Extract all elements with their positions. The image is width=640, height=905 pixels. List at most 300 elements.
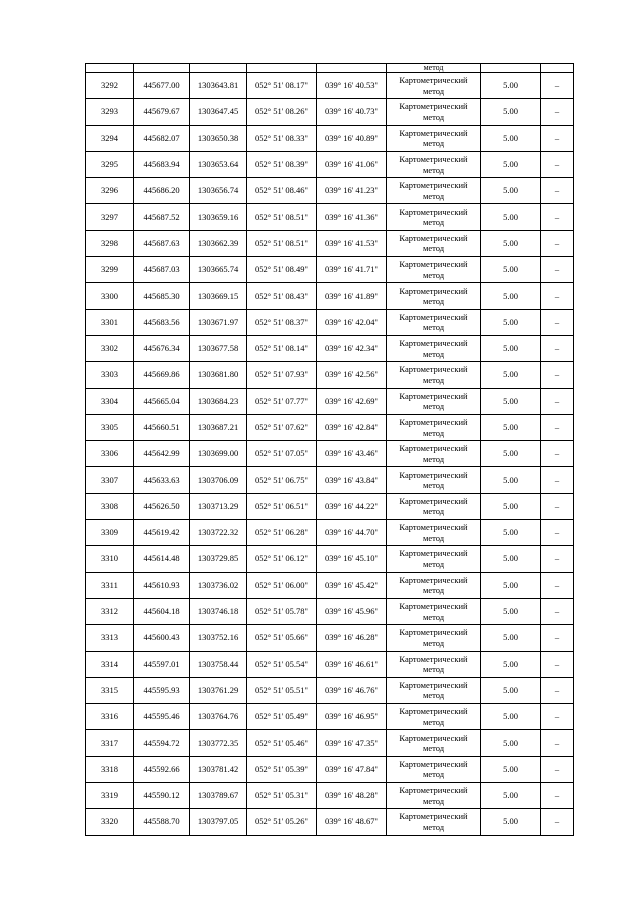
- point-number-cell: 3292: [86, 73, 134, 99]
- method-line-1: Картометрический: [399, 574, 468, 585]
- latitude-cell: 052° 51' 06.12": [247, 546, 317, 572]
- precision-cell: 5.00: [481, 520, 541, 546]
- longitude-cell: 039° 16' 46.76": [317, 677, 387, 703]
- precision-cell: 5.00: [481, 493, 541, 519]
- table-row: [86, 651, 574, 677]
- y-coordinate-cell: 1303671.97: [190, 309, 247, 335]
- x-coordinate-cell: 445590.12: [134, 783, 190, 809]
- point-number-cell: 3302: [86, 335, 134, 361]
- y-coordinate-cell: 1303653.64: [190, 151, 247, 177]
- x-coordinate-cell: 445597.01: [134, 651, 190, 677]
- point-number-cell: 3312: [86, 598, 134, 624]
- table-row: [86, 99, 574, 125]
- point-number-cell: 3317: [86, 730, 134, 756]
- method-line-1: Картометрический: [399, 285, 468, 296]
- precision-cell: 5.00: [481, 704, 541, 730]
- table-row: [86, 493, 574, 519]
- table-row: [86, 125, 574, 151]
- method-line-1: Картометрический: [399, 653, 468, 664]
- precision-cell: 5.00: [481, 204, 541, 230]
- point-number-cell: 3300: [86, 283, 134, 309]
- precision-cell: 5.00: [481, 546, 541, 572]
- method-line-1: Картометрический: [399, 180, 468, 191]
- latitude-cell: 052° 51' 08.17": [247, 73, 317, 99]
- note-cell: –: [541, 99, 574, 125]
- latitude-cell: 052° 51' 05.78": [247, 598, 317, 624]
- longitude-cell: 039° 16' 40.73": [317, 99, 387, 125]
- table-row: [86, 625, 574, 651]
- method-line-2: метод: [422, 138, 445, 149]
- point-number-cell: 3307: [86, 467, 134, 493]
- y-coordinate-cell: 1303729.85: [190, 546, 247, 572]
- point-number-cell: 3303: [86, 362, 134, 388]
- table-row: [86, 204, 574, 230]
- method-line-1: Картометрический: [399, 469, 468, 480]
- point-number-cell: 3296: [86, 178, 134, 204]
- precision-cell: 5.00: [481, 414, 541, 440]
- precision-cell: 5.00: [481, 809, 541, 835]
- x-coordinate-cell: 445626.50: [134, 493, 190, 519]
- x-coordinate-cell: 445600.43: [134, 625, 190, 651]
- note-cell: –: [541, 520, 574, 546]
- longitude-cell: 039° 16' 47.35": [317, 730, 387, 756]
- continued-row: [86, 64, 574, 73]
- y-coordinate-cell: 1303746.18: [190, 598, 247, 624]
- method-cell: [387, 257, 481, 283]
- precision-cell: 5.00: [481, 756, 541, 782]
- latitude-cell: 052° 51' 06.75": [247, 467, 317, 493]
- note-cell: –: [541, 257, 574, 283]
- method-line-2: метод: [422, 480, 445, 491]
- y-coordinate-cell: 1303669.15: [190, 283, 247, 309]
- latitude-cell: 052° 51' 05.54": [247, 651, 317, 677]
- y-coordinate-cell: 1303758.44: [190, 651, 247, 677]
- method-line-2: метод: [422, 453, 445, 464]
- longitude-cell: 039° 16' 42.84": [317, 414, 387, 440]
- note-cell: –: [541, 756, 574, 782]
- table-row: [86, 730, 574, 756]
- precision-cell: 5.00: [481, 625, 541, 651]
- method-line-1: Картометрический: [399, 75, 468, 86]
- latitude-cell: 052° 51' 08.49": [247, 257, 317, 283]
- note-cell: –: [541, 493, 574, 519]
- precision-cell: 5.00: [481, 730, 541, 756]
- note-cell: –: [541, 809, 574, 835]
- method-cell: [387, 520, 481, 546]
- x-coordinate-cell: 445669.86: [134, 362, 190, 388]
- x-coordinate-cell: 445604.18: [134, 598, 190, 624]
- table-row: [86, 73, 574, 99]
- note-cell: –: [541, 283, 574, 309]
- method-line-1: Картометрический: [399, 732, 468, 743]
- precision-cell: 5.00: [481, 441, 541, 467]
- table-row: [86, 388, 574, 414]
- note-cell: –: [541, 467, 574, 493]
- method-line-1: Картометрический: [399, 390, 468, 401]
- x-coordinate-cell: 445687.52: [134, 204, 190, 230]
- method-cell: [387, 704, 481, 730]
- point-number-cell: 3311: [86, 572, 134, 598]
- method-cell-continued: метод: [387, 64, 481, 73]
- method-cell: [387, 598, 481, 624]
- method-line-1: Картометрический: [399, 338, 468, 349]
- longitude-cell: 039° 16' 42.69": [317, 388, 387, 414]
- method-line-2: метод: [422, 585, 445, 596]
- latitude-cell: 052° 51' 08.51": [247, 230, 317, 256]
- point-number-cell: 3309: [86, 520, 134, 546]
- latitude-cell: 052° 51' 06.00": [247, 572, 317, 598]
- y-coordinate-cell: 1303722.32: [190, 520, 247, 546]
- method-line-2: метод: [422, 401, 445, 412]
- coordinates-table: [85, 63, 574, 836]
- longitude-cell: 039° 16' 43.46": [317, 441, 387, 467]
- method-cell: [387, 283, 481, 309]
- longitude-cell: 039° 16' 47.84": [317, 756, 387, 782]
- method-cell: [387, 388, 481, 414]
- precision-cell: 5.00: [481, 125, 541, 151]
- method-line-2: метод: [422, 374, 445, 385]
- method-line-2: метод: [422, 821, 445, 832]
- method-cell: [387, 178, 481, 204]
- longitude-cell: 039° 16' 41.06": [317, 151, 387, 177]
- method-cell: [387, 441, 481, 467]
- point-number-cell: 3297: [86, 204, 134, 230]
- point-number-cell: 3314: [86, 651, 134, 677]
- precision-cell: 5.00: [481, 362, 541, 388]
- point-number-cell: 3306: [86, 441, 134, 467]
- table-row: [86, 414, 574, 440]
- precision-cell: 5.00: [481, 598, 541, 624]
- precision-cell: 5.00: [481, 99, 541, 125]
- x-coordinate-cell: 445683.94: [134, 151, 190, 177]
- note-cell: –: [541, 388, 574, 414]
- precision-cell: 5.00: [481, 388, 541, 414]
- precision-cell: 5.00: [481, 467, 541, 493]
- longitude-cell: 039° 16' 40.89": [317, 125, 387, 151]
- precision-cell: 5.00: [481, 783, 541, 809]
- latitude-cell: 052° 51' 08.14": [247, 335, 317, 361]
- latitude-cell: 052° 51' 08.33": [247, 125, 317, 151]
- latitude-cell: 052° 51' 08.43": [247, 283, 317, 309]
- y-coordinate-cell: 1303752.16: [190, 625, 247, 651]
- y-coordinate-cell: 1303699.00: [190, 441, 247, 467]
- latitude-cell: 052° 51' 05.39": [247, 756, 317, 782]
- longitude-cell: 039° 16' 45.10": [317, 546, 387, 572]
- point-number-cell: 3293: [86, 99, 134, 125]
- method-line-1: Картометрический: [399, 495, 468, 506]
- y-coordinate-cell: 1303706.09: [190, 467, 247, 493]
- y-coordinate-cell: 1303687.21: [190, 414, 247, 440]
- method-cell: [387, 125, 481, 151]
- longitude-cell: 039° 16' 45.96": [317, 598, 387, 624]
- latitude-cell: 052° 51' 08.37": [247, 309, 317, 335]
- longitude-cell: 039° 16' 42.34": [317, 335, 387, 361]
- note-cell: –: [541, 783, 574, 809]
- method-cell: [387, 204, 481, 230]
- latitude-cell: 052° 51' 08.39": [247, 151, 317, 177]
- table-row: [86, 756, 574, 782]
- precision-cell: 5.00: [481, 73, 541, 99]
- method-line-2: метод: [422, 506, 445, 517]
- method-line-2: метод: [422, 611, 445, 622]
- method-line-1: Картометрический: [399, 154, 468, 165]
- precision-cell: 5.00: [481, 230, 541, 256]
- point-number-cell: 3319: [86, 783, 134, 809]
- method-cell: [387, 309, 481, 335]
- point-number-cell: 3304: [86, 388, 134, 414]
- table-row: [86, 546, 574, 572]
- method-cell: [387, 493, 481, 519]
- method-cell: [387, 230, 481, 256]
- method-cell: [387, 572, 481, 598]
- note-cell: –: [541, 73, 574, 99]
- latitude-cell: 052° 51' 08.26": [247, 99, 317, 125]
- x-coordinate-cell: 445687.03: [134, 257, 190, 283]
- longitude-cell: 039° 16' 41.71": [317, 257, 387, 283]
- latitude-cell: 052° 51' 07.93": [247, 362, 317, 388]
- latitude-cell: 052° 51' 05.26": [247, 809, 317, 835]
- note-cell: –: [541, 651, 574, 677]
- y-coordinate-cell: 1303665.74: [190, 257, 247, 283]
- longitude-cell: 039° 16' 48.28": [317, 783, 387, 809]
- x-coordinate-cell: 445683.56: [134, 309, 190, 335]
- longitude-cell: 039° 16' 42.56": [317, 362, 387, 388]
- y-coordinate-cell: 1303789.67: [190, 783, 247, 809]
- y-coordinate-cell: 1303761.29: [190, 677, 247, 703]
- precision-cell: 5.00: [481, 651, 541, 677]
- point-number-cell: 3301: [86, 309, 134, 335]
- y-coordinate-cell: 1303781.42: [190, 756, 247, 782]
- method-cell: [387, 362, 481, 388]
- latitude-cell: 052° 51' 06.28": [247, 520, 317, 546]
- method-cell: [387, 335, 481, 361]
- note-cell: –: [541, 730, 574, 756]
- method-line-2: метод: [422, 164, 445, 175]
- x-coordinate-cell: 445665.04: [134, 388, 190, 414]
- note-cell: –: [541, 230, 574, 256]
- longitude-cell: 039° 16' 43.84": [317, 467, 387, 493]
- method-line-2: метод: [422, 322, 445, 333]
- point-number-cell: 3318: [86, 756, 134, 782]
- longitude-cell: 039° 16' 44.70": [317, 520, 387, 546]
- method-line-2: метод: [422, 190, 445, 201]
- x-coordinate-cell: 445588.70: [134, 809, 190, 835]
- x-coordinate-cell: 445619.42: [134, 520, 190, 546]
- longitude-cell: 039° 16' 44.22": [317, 493, 387, 519]
- note-cell: –: [541, 677, 574, 703]
- method-line-2: метод: [422, 795, 445, 806]
- method-cell: [387, 546, 481, 572]
- x-coordinate-cell: 445614.48: [134, 546, 190, 572]
- table-row: [86, 309, 574, 335]
- method-cell: [387, 756, 481, 782]
- x-coordinate-cell: 445679.67: [134, 99, 190, 125]
- y-coordinate-cell: 1303736.02: [190, 572, 247, 598]
- point-number-cell: 3305: [86, 414, 134, 440]
- table-row: [86, 230, 574, 256]
- table-row: [86, 677, 574, 703]
- latitude-cell: 052° 51' 05.66": [247, 625, 317, 651]
- x-coordinate-cell: 445642.99: [134, 441, 190, 467]
- x-coordinate-cell: 445686.20: [134, 178, 190, 204]
- method-line-2: метод: [422, 243, 445, 254]
- point-number-cell: 3308: [86, 493, 134, 519]
- method-line-1: Картометрический: [399, 679, 468, 690]
- method-cell: [387, 414, 481, 440]
- precision-cell: 5.00: [481, 257, 541, 283]
- note-cell: –: [541, 414, 574, 440]
- method-line-1: Картометрический: [399, 364, 468, 375]
- method-cell: [387, 730, 481, 756]
- table-row: [86, 704, 574, 730]
- method-line-1: Картометрический: [399, 522, 468, 533]
- point-number-cell: 3320: [86, 809, 134, 835]
- method-cell: [387, 467, 481, 493]
- longitude-cell: 039° 16' 41.23": [317, 178, 387, 204]
- note-cell: –: [541, 441, 574, 467]
- method-line-1: Картометрический: [399, 785, 468, 796]
- y-coordinate-cell: 1303677.58: [190, 335, 247, 361]
- method-line-2: метод: [422, 558, 445, 569]
- table-row: [86, 257, 574, 283]
- table-row: [86, 362, 574, 388]
- table-row: [86, 572, 574, 598]
- method-line-1: Картометрический: [399, 706, 468, 717]
- point-number-cell: 3310: [86, 546, 134, 572]
- precision-cell: 5.00: [481, 283, 541, 309]
- x-coordinate-cell: 445633.63: [134, 467, 190, 493]
- note-cell: –: [541, 204, 574, 230]
- y-coordinate-cell: 1303662.39: [190, 230, 247, 256]
- point-number-cell: 3313: [86, 625, 134, 651]
- method-line-2: метод: [422, 348, 445, 359]
- x-coordinate-cell: 445594.72: [134, 730, 190, 756]
- method-cell: [387, 99, 481, 125]
- method-line-2: метод: [422, 427, 445, 438]
- table-row: [86, 283, 574, 309]
- table-row: [86, 809, 574, 835]
- x-coordinate-cell: 445595.93: [134, 677, 190, 703]
- x-coordinate-cell: 445610.93: [134, 572, 190, 598]
- method-line-1: Картометрический: [399, 443, 468, 454]
- method-line-1: Картометрический: [399, 758, 468, 769]
- method-line-2: метод: [422, 664, 445, 675]
- note-cell: –: [541, 178, 574, 204]
- table-row: [86, 467, 574, 493]
- y-coordinate-cell: 1303764.76: [190, 704, 247, 730]
- method-line-1: Картометрический: [399, 601, 468, 612]
- method-line-2: метод: [422, 769, 445, 780]
- table-row: [86, 151, 574, 177]
- method-cell: [387, 73, 481, 99]
- method-line-1: Картометрический: [399, 127, 468, 138]
- x-coordinate-cell: 445595.46: [134, 704, 190, 730]
- latitude-cell: 052° 51' 06.51": [247, 493, 317, 519]
- method-line-1: Картометрический: [399, 548, 468, 559]
- method-cell: [387, 809, 481, 835]
- method-line-2: метод: [422, 743, 445, 754]
- method-line-1: Картометрический: [399, 311, 468, 322]
- longitude-cell: 039° 16' 41.36": [317, 204, 387, 230]
- method-cell: [387, 625, 481, 651]
- method-cell: [387, 151, 481, 177]
- x-coordinate-cell: 445677.00: [134, 73, 190, 99]
- x-coordinate-cell: 445682.07: [134, 125, 190, 151]
- note-cell: –: [541, 598, 574, 624]
- note-cell: –: [541, 309, 574, 335]
- y-coordinate-cell: 1303797.05: [190, 809, 247, 835]
- latitude-cell: 052° 51' 05.49": [247, 704, 317, 730]
- precision-cell: 5.00: [481, 178, 541, 204]
- precision-cell: 5.00: [481, 151, 541, 177]
- method-line-1: Картометрический: [399, 101, 468, 112]
- table-row: [86, 520, 574, 546]
- x-coordinate-cell: 445592.66: [134, 756, 190, 782]
- point-number-cell: 3294: [86, 125, 134, 151]
- note-cell: –: [541, 572, 574, 598]
- method-line-2: метод: [422, 111, 445, 122]
- point-number-cell: 3298: [86, 230, 134, 256]
- method-cell: [387, 651, 481, 677]
- latitude-cell: 052° 51' 05.51": [247, 677, 317, 703]
- method-line-2: метод: [422, 532, 445, 543]
- method-line-2: метод: [422, 637, 445, 648]
- longitude-cell: 039° 16' 41.53": [317, 230, 387, 256]
- y-coordinate-cell: 1303684.23: [190, 388, 247, 414]
- y-coordinate-cell: 1303656.74: [190, 178, 247, 204]
- note-cell: –: [541, 546, 574, 572]
- table-row: [86, 335, 574, 361]
- longitude-cell: 039° 16' 41.89": [317, 283, 387, 309]
- precision-cell: 5.00: [481, 677, 541, 703]
- longitude-cell: 039° 16' 45.42": [317, 572, 387, 598]
- method-line-1: Картометрический: [399, 232, 468, 243]
- point-number-cell: 3295: [86, 151, 134, 177]
- longitude-cell: 039° 16' 48.67": [317, 809, 387, 835]
- y-coordinate-cell: 1303713.29: [190, 493, 247, 519]
- method-line-1: Картометрический: [399, 811, 468, 822]
- method-line-2: метод: [422, 269, 445, 280]
- longitude-cell: 039° 16' 46.61": [317, 651, 387, 677]
- note-cell: –: [541, 151, 574, 177]
- y-coordinate-cell: 1303681.80: [190, 362, 247, 388]
- latitude-cell: 052° 51' 08.46": [247, 178, 317, 204]
- latitude-cell: 052° 51' 07.62": [247, 414, 317, 440]
- latitude-cell: 052° 51' 05.46": [247, 730, 317, 756]
- precision-cell: 5.00: [481, 335, 541, 361]
- longitude-cell: 039° 16' 40.53": [317, 73, 387, 99]
- longitude-cell: 039° 16' 46.95": [317, 704, 387, 730]
- point-number-cell: 3299: [86, 257, 134, 283]
- method-line-1: Картометрический: [399, 417, 468, 427]
- longitude-cell: 039° 16' 46.28": [317, 625, 387, 651]
- x-coordinate-cell: 445687.63: [134, 230, 190, 256]
- y-coordinate-cell: 1303647.45: [190, 99, 247, 125]
- method-line-2: метод: [422, 85, 445, 96]
- y-coordinate-cell: 1303650.38: [190, 125, 247, 151]
- method-line-2: метод: [422, 296, 445, 307]
- precision-cell: 5.00: [481, 572, 541, 598]
- latitude-cell: 052° 51' 07.77": [247, 388, 317, 414]
- method-line-2: метод: [422, 690, 445, 701]
- table-row: [86, 783, 574, 809]
- point-number-cell: 3315: [86, 677, 134, 703]
- table-row: [86, 178, 574, 204]
- note-cell: –: [541, 625, 574, 651]
- x-coordinate-cell: 445660.51: [134, 414, 190, 440]
- method-cell: [387, 677, 481, 703]
- y-coordinate-cell: 1303659.16: [190, 204, 247, 230]
